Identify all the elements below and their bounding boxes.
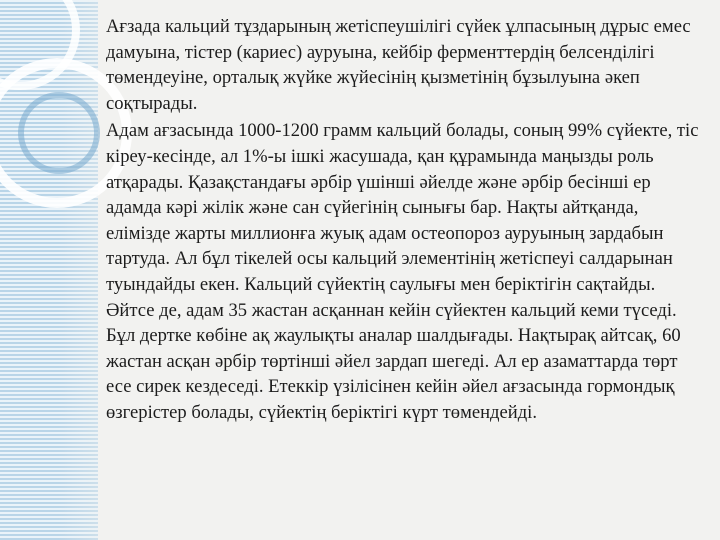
decorative-inner-ring: [18, 92, 100, 174]
paragraph-calcium-deficiency: Ағзада кальций тұздарының жетіспеушілігі сүйек ұлпасының дұрыс емес дамуына, тістер (кариес) ауруына, кейбір ферменттердің белсенділігі төмендеуіне, орталық жүйке жүйесінің қызметінің бұзылуына әкеп соқтырады.: [106, 16, 691, 114]
paragraph-calcium-osteoporosis: Адам ағзасында 1000-1200 грамм кальций болады, соның 99% сүйекте, тіс кіреу-кесіндe, ал 1%-ы ішкі жасушада, қан құрамында маңызды роль атқарады. Қазақстандағы әрбір үшінші әйелде және әрбір бесінші ер адамда кәрі жілік және сан сүйегінің сынығы бар. Нақты айтқанда, елімізде жарты миллионға жуық адам остеопороз ауруының зардабын тартуда. Ал бұл тікелей осы кальций элементінің жетіспеуі салдарынан туындайды екен. Кальций сүйектің саулығы мен беріктігін сақтайды. Әйтсе де, адам 35 жастан асқаннан кейін сүйектен кальций кеми түседі. Бұл дертке көбіне ақ жаулықты аналар шалдығады. Нақтырақ айтсақ, 60 жастан асқан әрбір төртінші әйел зардап шегеді. Ал ер азаматтарда төрт есе сирек кездеседі. Етеккір үзілісінен кейін әйел ағзасында гормондық өзгерістер болады, сүйектің беріктігі күрт төмендейді.: [106, 120, 699, 423]
slide-body: [106, 14, 706, 426]
